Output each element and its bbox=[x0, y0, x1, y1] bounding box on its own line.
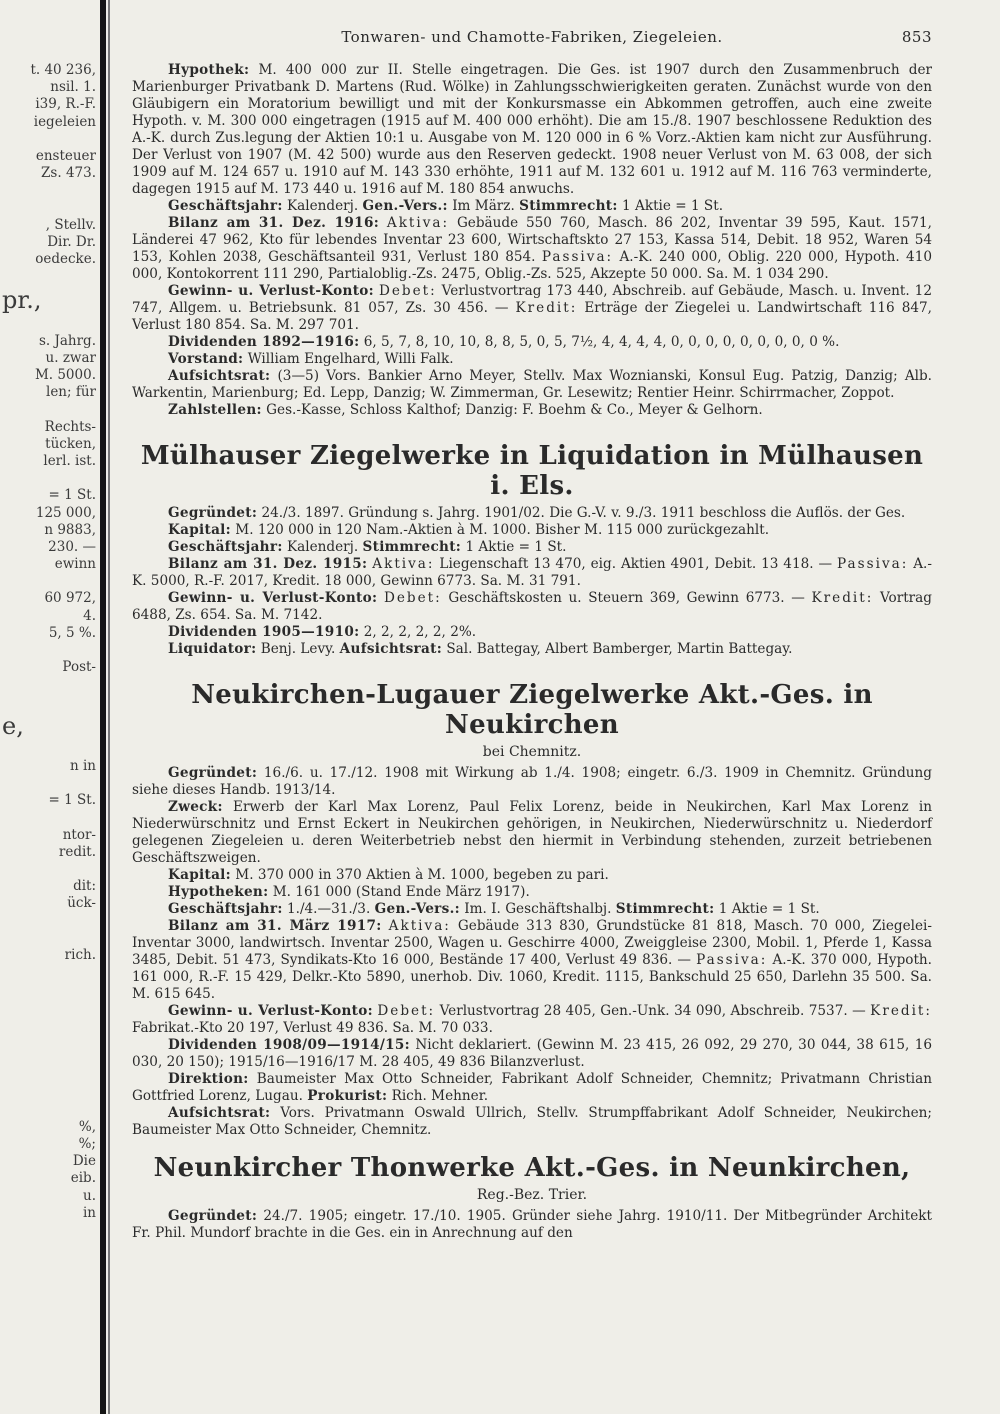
fragment-line: Post- bbox=[62, 659, 96, 676]
entry-muelhauser-ziegelwerke bbox=[132, 441, 932, 658]
aufsichtsrat-paragraph: Aufsichtsrat: Vors. Privatmann Oswald Ullrich, Stellv. Strumpffabrikant Adolf Schneider, Neukirchen; Baumeister Max Otto Schneider, Chemnitz. bbox=[132, 1105, 932, 1138]
fragment-line: s. Jahrg. bbox=[38, 332, 96, 349]
fragment-line: oedecke. bbox=[35, 251, 96, 268]
fragment-line bbox=[0, 981, 96, 998]
fragment-line: t. 40 236, bbox=[30, 62, 96, 78]
fragment-line bbox=[0, 775, 96, 792]
fragment-line: in bbox=[82, 1204, 96, 1221]
fragment-line: = 1 St. bbox=[48, 487, 96, 504]
fragment-line: e, bbox=[2, 711, 24, 740]
adjacent-page-fragment bbox=[0, 62, 96, 1222]
geschaeftsjahr-paragraph: Geschäftsjahr: Kalenderj. Stimmrecht: 1 Aktie = 1 St. bbox=[168, 539, 567, 555]
gegruendet-paragraph: Gegründet: 16./6. u. 17./12. 1908 mit Wirkung ab 1./4. 1908; eingetr. 6./3. 1909 in Chemnitz. Gründung siehe dieses Handb. 1913/14. bbox=[132, 765, 932, 798]
zweck-paragraph: Zweck: Erwerb der Karl Max Lorenz, Paul Felix Lorenz, beide in Neukirchen, Karl Max Lorenz in Niederwürschnitz und Ernst Eckert in Neukirchen gehörigen, in Neukirchen, Niederwürschnitz u. Niederdorf gelegenen Ziegeleien u. deren Weiterbetrieb nebst den hiermit in Verbindung stehenden, zurzeit betriebenen Geschäftszweigen. bbox=[132, 799, 932, 866]
fragment-line: , Stellv. bbox=[45, 216, 96, 233]
fragment-line bbox=[0, 1085, 96, 1102]
fragment-line: redit. bbox=[58, 843, 96, 860]
fragment-line bbox=[0, 642, 96, 659]
fragment-line: n in bbox=[70, 757, 96, 774]
aufsichtsrat-paragraph: Aufsichtsrat: (3—5) Vors. Bankier Arno Meyer, Stellv. Max Woznianski, Konsul Eug. Patzig, Danzig; Alb. Warkentin, Marienburg; Ed. Lepp, Danzig; W. Zimmerman, Gr. Lesewitz; Rentier Heinr. Schirrmacher, Zoppot. bbox=[132, 368, 933, 401]
fragment-line: %; bbox=[78, 1136, 96, 1153]
fragment-line: len; für bbox=[46, 384, 96, 401]
entry-neukirchen-lugauer bbox=[132, 680, 932, 1139]
hypothek-paragraph: Hypothek: M. 400 000 zur II. Stelle eingetragen. Die Ges. ist 1907 durch den Zusammenbruch der Marienburger Privatbank D. Martens (Rud. Wölke) in Zahlungsschwierigkeiten geraten. Zunächst wurde von den Gläubigern ein Moratorium bewilligt und mit der Konkursmasse ein Abkommen getroffen, auch eine zweite Hypoth. v. M. 300 000 eingetragen (1915 auf M. 400 000 erhöht). Die am 15./8. 1907 beschlossene Reduktion des A.-K. durch Zus.legung der Aktien 10:1 u. Ausgabe von M. 120 000 in 6 % Vorz.-Aktien kam nicht zur Ausführung. Der Verlust von 1907 (M. 42 500) wurde aus den Reserven gedeckt. 1908 neuer Verlust von M. 63 008, der sich 1909 auf M. 124 657 u. 1910 auf M. 143 330 erhöhte, 1911 auf M. 132 601 u. 1912 auf M. 116 763 verminderte, dagegen 1915 auf M. 173 440 u. 1916 auf M. 180 854 anwuchs. bbox=[132, 62, 932, 197]
fragment-line bbox=[0, 676, 96, 693]
hypotheken-paragraph: Hypotheken: M. 161 000 (Stand Ende März 1917). bbox=[168, 884, 530, 900]
page-gutter-shadow bbox=[108, 0, 110, 1414]
fragment-line: rich. bbox=[64, 947, 96, 963]
fragment-line: 5, 5 %. bbox=[48, 624, 96, 641]
fragment-line: Zs. 473. bbox=[41, 165, 96, 182]
fragment-line bbox=[0, 694, 96, 711]
fragment-line bbox=[0, 1102, 96, 1119]
fragment-line: i39, R.-F. bbox=[35, 96, 96, 113]
entry-neunkircher-thonwerke bbox=[132, 1153, 932, 1242]
company-subtitle: bei Chemnitz. bbox=[482, 744, 582, 760]
dividenden-paragraph: Dividenden 1908/09—1914/15: Nicht deklariert. (Gewinn M. 23 415, 26 092, 29 270, 30 044, 38 615, 16 030, 20 150); 1915/16—1916/17 M. 28 405, 49 836 Bilanzverlust. bbox=[132, 1037, 932, 1070]
fragment-line bbox=[0, 1050, 96, 1067]
fragment-line: = 1 St. bbox=[48, 792, 96, 809]
fragment-line: n 9883, bbox=[44, 521, 96, 538]
fragment-line: %, bbox=[78, 1118, 96, 1135]
dividenden-paragraph: Dividenden 1892—1916: 6, 5, 7, 8, 10, 10, 8, 8, 5, 0, 5, 7½, 4, 4, 4, 4, 0, 0, 0, 0, 0, 0, 0, 0, 0 %. bbox=[168, 334, 840, 350]
fragment-line bbox=[0, 573, 96, 590]
fragment-line: iegeleien bbox=[33, 113, 96, 130]
gegruendet-paragraph: Gegründet: 24./3. 1897. Gründung s. Jahrg. 1901/02. Die G.-V. v. 9./3. 1911 beschloss die Auflös. der Ges. bbox=[168, 505, 906, 521]
geschaeftsjahr-paragraph: Geschäftsjahr: 1./4.—31./3. Gen.-Vers.: Im. I. Geschäftshalbj. Stimmrecht: 1 Aktie = 1 St. bbox=[168, 901, 820, 917]
fragment-line bbox=[0, 930, 96, 947]
fragment-line bbox=[0, 131, 96, 148]
guv-paragraph: Gewinn- u. Verlust-Konto: Debet: Verlustvortrag 28 405, Gen.-Unk. 34 090, Abschreib. 7537. — Kredit: Fabrikat.-Kto 20 197, Verlust 49 836. Sa. M. 70 033. bbox=[132, 1003, 932, 1036]
fragment-line: ück- bbox=[67, 895, 96, 912]
fragment-line: lerl. ist. bbox=[43, 452, 96, 469]
direktion-paragraph: Direktion: Baumeister Max Otto Schneider, Fabrikant Adolf Schneider, Chemnitz; Privatmann Christian Gottfried Lorenz, Lugau. Prokurist: Rich. Mehner. bbox=[132, 1071, 932, 1104]
fragment-line: Dir. Dr. bbox=[47, 233, 96, 250]
fragment-line bbox=[0, 741, 96, 758]
liquidator-paragraph: Liquidator: Benj. Levy. Aufsichtsrat: Sal. Battegay, Albert Bamberger, Martin Battegay. bbox=[168, 641, 793, 657]
fragment-line: ntor- bbox=[62, 826, 96, 843]
kapital-paragraph: Kapital: M. 120 000 in 120 Nam.-Aktien à M. 1000. Bisher M. 115 000 zurückgezahlt. bbox=[168, 522, 770, 538]
fragment-line bbox=[0, 861, 96, 878]
fragment-line bbox=[0, 401, 96, 418]
fragment-line: 230. — bbox=[48, 538, 96, 555]
entry-marienburg-continuation bbox=[132, 62, 932, 419]
fragment-line: Rechts- bbox=[44, 418, 96, 435]
main-column bbox=[132, 28, 932, 1242]
fragment-line: tücken, bbox=[45, 435, 96, 452]
fragment-line bbox=[0, 200, 96, 217]
fragment-line: ensteuer bbox=[35, 147, 96, 164]
company-title: Mülhauser Ziegelwerke in Liquidation in Mülhausen i. Els. bbox=[140, 441, 924, 501]
fragment-line bbox=[0, 182, 96, 199]
fragment-line: 4. bbox=[83, 607, 96, 624]
fragment-line bbox=[0, 1016, 96, 1033]
fragment-line: M. 5000. bbox=[34, 367, 96, 383]
fragment-line: pr., bbox=[2, 286, 42, 315]
page-number: 853 bbox=[901, 28, 932, 46]
kapital-paragraph: Kapital: M. 370 000 in 370 Aktien à M. 1000, begeben zu pari. bbox=[168, 867, 609, 883]
fragment-line bbox=[0, 315, 96, 332]
dividenden-paragraph: Dividenden 1905—1910: 2, 2, 2, 2, 2, 2%. bbox=[168, 624, 477, 640]
guv-paragraph: Gewinn- u. Verlust-Konto: Debet: Verlustvortrag 173 440, Abschreib. auf Gebäude, Masch. u. Invent. 12 747, Allgem. u. Betriebsunk. 81 057, Zs. 30 456. — Kredit: Erträge der Ziegelei u. Landwirtschaft 116 847, Verlust 180 854. Sa. M. 297 701. bbox=[132, 283, 932, 333]
fragment-line bbox=[0, 999, 96, 1016]
fragment-line bbox=[0, 964, 96, 981]
gegruendet-paragraph: Gegründet: 24./7. 1905; eingetr. 17./10. 1905. Gründer siehe Jahrg. 1910/11. Der Mitbegründer Architekt Fr. Phil. Mundorf brachte in die Ges. ein in Anrechnung auf den bbox=[132, 1208, 932, 1241]
fragment-line bbox=[0, 1033, 96, 1050]
zahlstellen-paragraph: Zahlstellen: Ges.-Kasse, Schloss Kalthof; Danzig: F. Boehm & Co., Meyer & Gelhorn. bbox=[168, 402, 763, 418]
fragment-line bbox=[0, 810, 96, 827]
fragment-line: u. zwar bbox=[45, 349, 96, 366]
geschaeftsjahr-paragraph: Geschäftsjahr: Kalenderj. Gen.-Vers.: Im März. Stimmrecht: 1 Aktie = 1 St. bbox=[168, 198, 724, 214]
fragment-line: u. bbox=[83, 1187, 96, 1204]
fragment-line: dit: bbox=[73, 878, 96, 895]
running-header bbox=[132, 28, 932, 52]
fragment-line: ewinn bbox=[54, 556, 96, 573]
fragment-line: 60 972, bbox=[44, 590, 96, 607]
guv-paragraph: Gewinn- u. Verlust-Konto: Debet: Geschäftskosten u. Steuern 369, Gewinn 6773. — Kredit: Vortrag 6488, Zs. 654. Sa. M. 7142. bbox=[132, 590, 932, 623]
page-gutter bbox=[100, 0, 106, 1414]
running-title: Tonwaren- und Chamotte-Fabriken, Ziegeleien. bbox=[341, 28, 723, 46]
fragment-line: eib. bbox=[70, 1170, 96, 1187]
fragment-line: nsil. 1. bbox=[50, 79, 96, 96]
vorstand-paragraph: Vorstand: William Engelhard, Willi Falk. bbox=[168, 351, 454, 367]
bilanz-paragraph: Bilanz am 31. Dez. 1916: Aktiva: Gebäude 550 760, Masch. 86 202, Inventar 39 595, Kaut. 1571, Länderei 47 962, Kto für lebendes Inventar 23 600, Wirtschaftskto 27 153, Kassa 514, Debit. 18 952, Waren 54 153, Kohlen 2038, Geschäftsanteil 931, Verlust 180 854. Passiva: A.-K. 240 000, Oblig. 220 000, Hypoth. 410 000, Kontokorrent 111 290, Partialoblig.-Zs. 2475, Oblig.-Zs. 525, Akzepte 50 000. Sa. M. 1 034 290. bbox=[132, 215, 932, 282]
bilanz-paragraph: Bilanz am 31. Dez. 1915: Aktiva: Liegenschaft 13 470, eig. Aktien 4901, Debit. 13 418. — Passiva: A.-K. 5000, R.-F. 2017, Kredit. 18 000, Gewinn 6773. Sa. M. 31 791. bbox=[132, 556, 932, 589]
bilanz-paragraph: Bilanz am 31. März 1917: Aktiva: Gebäude 313 830, Grundstücke 81 818, Masch. 70 000, Ziegelei-Inventar 3000, landwirtsch. Inventar 2500, Wagen u. Geschirre 4000, Zweiggleise 2300, Mobil. 1, Pferde 1, Kassa 3485, Debit. 51 473, Syndikats-Kto 16 000, Bestände 17 400, Verlust 49 836. — Passiva: A.-K. 370 000, Hypoth. 161 000, R.-F. 15 429, Delkr.-Kto 5890, unerhob. Div. 1060, Kredit. 1115, Bankschuld 25 650, Darlehn 35 500. Sa. M. 615 645. bbox=[132, 918, 932, 1002]
fragment-line bbox=[0, 913, 96, 930]
company-title: Neukirchen-Lugauer Ziegelwerke Akt.-Ges. in Neukirchen bbox=[191, 680, 873, 740]
company-title: Neunkircher Thonwerke Akt.-Ges. in Neunkirchen, bbox=[153, 1153, 911, 1183]
fragment-line bbox=[0, 470, 96, 487]
fragment-line: Die bbox=[72, 1153, 96, 1170]
company-subtitle: Reg.-Bez. Trier. bbox=[476, 1187, 588, 1203]
fragment-line bbox=[0, 268, 96, 285]
fragment-line bbox=[0, 1067, 96, 1084]
fragment-line: 125 000, bbox=[35, 504, 96, 521]
